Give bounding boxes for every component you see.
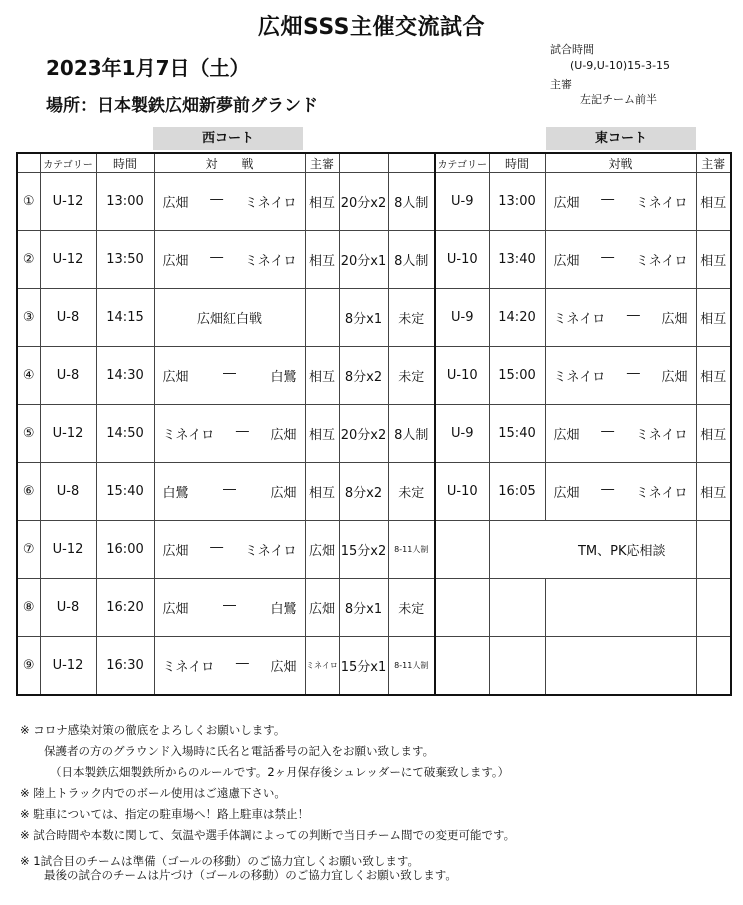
west-match (154, 173, 305, 231)
west-category: U-8 (40, 463, 96, 521)
east-referee: 相互 (696, 463, 731, 521)
west-format: 未定 (388, 463, 435, 521)
east-team-b: 広畑 (661, 312, 688, 327)
header-time-east: 時間 (489, 153, 545, 173)
east-category (435, 521, 489, 579)
west-team-a: 広畑 (162, 370, 189, 385)
west-time: 14:30 (96, 347, 154, 405)
east-match (545, 637, 696, 696)
east-time: 14:20 (489, 289, 545, 347)
west-team-b: 白鷺 (270, 370, 297, 385)
west-time: 16:00 (96, 521, 154, 579)
match-number: ① (17, 173, 40, 231)
west-team-a: 白鷺 (162, 486, 189, 501)
vs-dash: ― (210, 540, 224, 555)
east-team-a: ミネイロ (553, 370, 606, 385)
west-team-a: 広畑 (162, 196, 189, 211)
west-duration: 8分x2 (339, 347, 388, 405)
west-category: U-12 (40, 173, 96, 231)
note-parking: ※ 駐車については、指定の駐車場へ！路上駐車は禁止！ (20, 807, 310, 821)
east-time: 13:40 (489, 231, 545, 289)
vs-dash: ― (626, 366, 640, 381)
header-category-east: カテゴリー (435, 153, 489, 173)
east-category: U-9 (435, 173, 489, 231)
west-time: 14:15 (96, 289, 154, 347)
east-referee: 相互 (696, 405, 731, 463)
west-time: 15:40 (96, 463, 154, 521)
east-team-a: 広畑 (553, 196, 580, 211)
west-format: 未定 (388, 289, 435, 347)
vs-dash: ― (235, 424, 249, 439)
east-category (435, 579, 489, 637)
header-number (17, 153, 40, 173)
east-team-b: ミネイロ (635, 428, 688, 443)
header-match-east: 対戦 (545, 153, 696, 173)
west-referee: 相互 (305, 347, 339, 405)
west-category: U-8 (40, 579, 96, 637)
table-row (17, 289, 731, 347)
header-referee-west: 主審 (305, 153, 339, 173)
east-time: 15:40 (489, 405, 545, 463)
east-match (545, 347, 696, 405)
match-time-label: 試合時間 (550, 43, 594, 56)
east-team-b: ミネイロ (635, 254, 688, 269)
west-referee: 相互 (305, 463, 339, 521)
vs-dash: ― (601, 192, 615, 207)
west-format: 未定 (388, 347, 435, 405)
header-duration (339, 153, 388, 173)
west-team-a: 広畑 (162, 254, 189, 269)
west-referee: 相互 (305, 405, 339, 463)
table-row (17, 463, 731, 521)
event-date: 2023年1月7日（土） (46, 56, 250, 80)
west-match (154, 579, 305, 637)
east-category: U-9 (435, 289, 489, 347)
west-duration: 8分x1 (339, 289, 388, 347)
east-match (545, 289, 696, 347)
match-time-value: (U-9,U-10)15-3-15 (570, 59, 671, 72)
vs-dash: ― (223, 598, 236, 613)
west-court-heading: 西コート (153, 127, 303, 150)
west-team-b: ミネイロ (244, 196, 297, 211)
east-referee (696, 637, 731, 696)
match-number: ⑧ (17, 579, 40, 637)
west-match (154, 231, 305, 289)
west-category: U-8 (40, 347, 96, 405)
west-match (154, 405, 305, 463)
vs-dash: ― (601, 482, 615, 497)
west-team-b: ミネイロ (244, 544, 297, 559)
page-title: 広畑SSS主催交流試合 (257, 15, 486, 40)
west-team-a: ミネイロ (162, 660, 215, 675)
west-category: U-12 (40, 231, 96, 289)
west-duration: 15分x1 (339, 637, 388, 696)
east-match (545, 405, 696, 463)
west-match: 広畑紅白戦 (154, 289, 305, 347)
west-format: 未定 (388, 579, 435, 637)
east-court-heading: 東コート (546, 127, 696, 150)
west-team-a: 広畑 (162, 602, 189, 617)
referee-value: 左記チーム前半 (580, 93, 657, 106)
note-registration: 保護者の方のグラウンド入場時に氏名と電話番号の記入をお願い致します。 (44, 744, 435, 758)
match-number: ⑥ (17, 463, 40, 521)
schedule-table (16, 152, 732, 696)
note-track: ※ 陸上トラック内でのボール使用はご遠慮下さい。 (20, 786, 286, 800)
table-row (17, 405, 731, 463)
west-duration: 20分x1 (339, 231, 388, 289)
west-duration: 15分x2 (339, 521, 388, 579)
east-team-b: ミネイロ (635, 196, 688, 211)
west-referee: 相互 (305, 231, 339, 289)
east-referee: 相互 (696, 173, 731, 231)
header-format (388, 153, 435, 173)
west-time: 16:20 (96, 579, 154, 637)
west-category: U-12 (40, 521, 96, 579)
west-duration: 20分x2 (339, 405, 388, 463)
header-referee-east: 主審 (696, 153, 731, 173)
match-number: ⑦ (17, 521, 40, 579)
east-match (545, 231, 696, 289)
vs-dash: ― (210, 250, 224, 265)
west-time: 13:00 (96, 173, 154, 231)
west-duration: 20分x2 (339, 173, 388, 231)
vs-dash: ― (601, 424, 615, 439)
east-category (435, 637, 489, 696)
east-referee: 相互 (696, 231, 731, 289)
east-time (489, 637, 545, 696)
referee-label: 主審 (550, 78, 572, 91)
east-team-b: ミネイロ (635, 486, 688, 501)
west-referee: ミネイロ (305, 637, 339, 696)
east-category: U-10 (435, 231, 489, 289)
match-number: ⑨ (17, 637, 40, 696)
east-team-a: 広畑 (553, 254, 580, 269)
west-category: U-12 (40, 405, 96, 463)
west-team-b: ミネイロ (244, 254, 297, 269)
east-team-a: ミネイロ (553, 312, 606, 327)
vs-dash: ― (223, 366, 236, 381)
match-number: ④ (17, 347, 40, 405)
vs-dash: ― (235, 656, 249, 671)
west-referee (305, 289, 339, 347)
west-time: 14:50 (96, 405, 154, 463)
note-first-match: ※ 1試合目のチームは準備（ゴールの移動）のご協力宜しくお願い致します。 (20, 854, 419, 868)
match-number: ⑤ (17, 405, 40, 463)
west-format: 8-11人制 (388, 521, 435, 579)
west-match (154, 521, 305, 579)
table-row (17, 347, 731, 405)
east-match (545, 463, 696, 521)
west-team-b: 広畑 (270, 660, 297, 675)
table-row (17, 521, 731, 579)
east-category: U-10 (435, 463, 489, 521)
east-time (489, 579, 545, 637)
header-match-west: 対 戦 (154, 153, 305, 173)
notes-section (20, 720, 735, 882)
east-time: 16:05 (489, 463, 545, 521)
west-category: U-8 (40, 289, 96, 347)
header-category-west: カテゴリー (40, 153, 96, 173)
west-match (154, 637, 305, 696)
vs-dash: ― (210, 192, 224, 207)
vs-dash: ― (601, 250, 615, 265)
east-team-b: 広畑 (661, 370, 688, 385)
table-row (17, 231, 731, 289)
west-team-b: 広畑 (270, 428, 297, 443)
note-rule-source: （日本製鉄広畑製鉄所からのルールです。2ヶ月保存後シュレッダーにて破棄致します。） (50, 765, 510, 779)
west-format: 8人制 (388, 173, 435, 231)
west-duration: 8分x2 (339, 463, 388, 521)
east-time: 13:00 (489, 173, 545, 231)
west-match (154, 463, 305, 521)
east-referee: 相互 (696, 347, 731, 405)
east-category: U-10 (435, 347, 489, 405)
west-format: 8-11人制 (388, 637, 435, 696)
table-row (17, 579, 731, 637)
east-team-a: 広畑 (553, 428, 580, 443)
west-format: 8人制 (388, 231, 435, 289)
east-match (545, 579, 696, 637)
east-category: U-9 (435, 405, 489, 463)
vs-dash: ― (223, 482, 236, 497)
match-number: ② (17, 231, 40, 289)
west-referee: 広畑 (305, 521, 339, 579)
east-referee (696, 579, 731, 637)
note-schedule-change: ※ 試合時間や本数に関して、気温や選手体調によっての判断で当日チーム間での変更可能です。 (20, 828, 516, 842)
west-referee: 広畑 (305, 579, 339, 637)
west-time: 16:30 (96, 637, 154, 696)
west-team-a: 広畑 (162, 544, 189, 559)
east-referee: 相互 (696, 289, 731, 347)
table-row (17, 173, 731, 231)
note-covid: ※ コロナ感染対策の徹底をよろしくお願いします。 (20, 723, 286, 737)
west-duration: 8分x1 (339, 579, 388, 637)
east-referee (696, 521, 731, 579)
table-header-row (17, 153, 731, 173)
west-team-b: 白鷺 (270, 602, 297, 617)
west-match (154, 347, 305, 405)
event-venue: 場所：日本製鉄広畑新夢前グランド (46, 96, 318, 116)
east-match (545, 173, 696, 231)
west-format: 8人制 (388, 405, 435, 463)
east-note-merged: TM、PK応相談 (489, 521, 696, 579)
match-number: ③ (17, 289, 40, 347)
table-row (17, 637, 731, 696)
note-last-match: 最後の試合のチームは片づけ（ゴールの移動）のご協力宜しくお願い致します。 (44, 868, 457, 882)
west-time: 13:50 (96, 231, 154, 289)
header-time-west: 時間 (96, 153, 154, 173)
west-team-a: ミネイロ (162, 428, 215, 443)
east-team-a: 広畑 (553, 486, 580, 501)
west-category: U-12 (40, 637, 96, 696)
vs-dash: ― (626, 308, 640, 323)
east-time: 15:00 (489, 347, 545, 405)
west-referee: 相互 (305, 173, 339, 231)
west-team-b: 広畑 (270, 486, 297, 501)
